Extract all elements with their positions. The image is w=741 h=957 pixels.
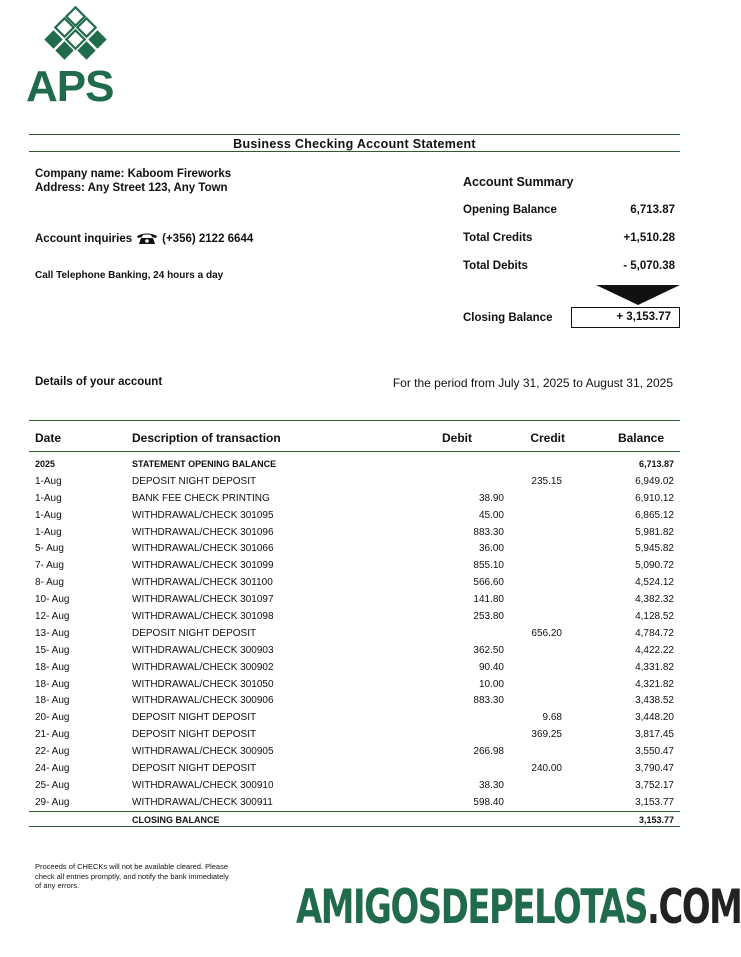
closing-balance-value: + 3,153.77 [571, 307, 680, 328]
cell-balance: 6,949.02 [635, 475, 674, 487]
cell-description: WITHDRAWAL/CHECK 301100 [132, 577, 273, 589]
cell-debit: 598.40 [473, 796, 504, 808]
table-row [29, 676, 680, 693]
total-debits-value: - 5,070.38 [623, 260, 675, 272]
cell-description: CLOSING BALANCE [132, 814, 220, 825]
cell-description: WITHDRAWAL/CHECK 300902 [132, 661, 274, 673]
watermark-main: AMIGOSDEPELOTAS [296, 880, 648, 935]
statement-period: For the period from July 31, 2025 to August 31, 2025 [392, 376, 673, 390]
cell-debit: 10.00 [478, 678, 504, 690]
cell-description: WITHDRAWAL/CHECK 300903 [132, 644, 274, 656]
table-row [29, 473, 680, 490]
cell-balance: 3,817.45 [635, 729, 674, 741]
cell-description: WITHDRAWAL/CHECK 300905 [132, 746, 274, 758]
total-credits-value: +1,510.28 [623, 232, 675, 244]
table-row [29, 642, 680, 659]
cell-description: DEPOSIT NIGHT DEPOSIT [132, 712, 257, 724]
cell-date: 1-Aug [35, 475, 62, 487]
table-row [29, 777, 680, 794]
statement-title: Business Checking Account Statement [233, 137, 476, 151]
cell-date: 2025 [35, 459, 56, 469]
cell-date: 20- Aug [35, 712, 70, 724]
cell-description: WITHDRAWAL/CHECK 301099 [132, 560, 274, 572]
cell-balance: 3,438.52 [635, 695, 674, 707]
closing-balance-table-row [29, 811, 680, 827]
cell-description: BANK FEE CHECK PRINTING [132, 492, 270, 504]
transactions-table [29, 420, 680, 827]
table-row [29, 574, 680, 591]
table-row [29, 743, 680, 760]
cell-date: 22- Aug [35, 746, 70, 758]
cell-balance: 3,153.77 [635, 796, 674, 808]
cell-date: 18- Aug [35, 695, 70, 707]
table-row [29, 524, 680, 541]
table-row [29, 625, 680, 642]
table-header [29, 420, 680, 452]
cell-debit: 855.10 [473, 560, 504, 572]
cell-date: 1-Aug [35, 492, 62, 504]
cell-debit: 253.80 [473, 611, 504, 623]
arrow-down-icon [596, 285, 680, 305]
cell-balance: 4,784.72 [635, 627, 674, 639]
table-row [29, 540, 680, 557]
total-debits-row [463, 260, 675, 272]
footer-note: Proceeds of CHECKs will not be available cleared. Please check all entries promptly, and notify the bank immediately of any errors. [35, 862, 229, 890]
cell-balance: 3,448.20 [635, 712, 674, 724]
table-row [29, 692, 680, 709]
cell-description: WITHDRAWAL/CHECK 300911 [132, 796, 273, 808]
table-row [29, 557, 680, 574]
cell-date: 29- Aug [35, 796, 70, 808]
cell-debit: 36.00 [478, 543, 504, 555]
cell-description: WITHDRAWAL/CHECK 300906 [132, 695, 274, 707]
opening-balance-value: 6,713.87 [630, 204, 675, 216]
cell-date: 24- Aug [35, 763, 70, 775]
cell-date: 10- Aug [35, 594, 70, 606]
cell-description: WITHDRAWAL/CHECK 301096 [132, 526, 274, 538]
bank-logo [26, 6, 131, 111]
inquiries-phone: (+356) 2122 6644 [162, 232, 254, 245]
cell-date: 5- Aug [35, 543, 64, 555]
cell-balance: 4,382.32 [635, 594, 674, 606]
cell-debit: 90.40 [478, 661, 504, 673]
inquiries-label: Account inquiries [35, 232, 133, 245]
watermark [296, 880, 741, 935]
account-summary-title: Account Summary [463, 175, 574, 189]
cell-date: 18- Aug [35, 678, 70, 690]
header-balance: Balance [617, 431, 664, 445]
cell-description: DEPOSIT NIGHT DEPOSIT [132, 627, 257, 639]
cell-debit: 883.30 [473, 695, 504, 707]
cell-description: WITHDRAWAL/CHECK 301098 [132, 611, 274, 623]
cell-balance: 4,331.82 [635, 661, 674, 673]
cell-debit: 266.98 [473, 746, 504, 758]
table-row [29, 591, 680, 608]
cell-credit: 656.20 [531, 627, 562, 639]
cell-date: 13- Aug [35, 627, 70, 639]
header-description: Description of transaction [132, 431, 281, 445]
cell-debit: 141.80 [473, 594, 504, 606]
total-debits-label: Total Debits [463, 260, 528, 272]
cell-debit: 45.00 [478, 509, 504, 521]
table-row [29, 709, 680, 726]
cell-description: STATEMENT OPENING BALANCE [132, 459, 277, 469]
watermark-tld: .COM [647, 880, 741, 935]
cell-description: WITHDRAWAL/CHECK 301066 [132, 543, 274, 555]
cell-description: DEPOSIT NIGHT DEPOSIT [132, 763, 257, 775]
cell-balance: 3,550.47 [635, 746, 674, 758]
cell-credit: 240.00 [531, 763, 562, 775]
cell-balance: 5,945.82 [635, 543, 674, 555]
cell-description: WITHDRAWAL/CHECK 301095 [132, 509, 274, 521]
cell-description: WITHDRAWAL/CHECK 301097 [132, 594, 274, 606]
cell-date: 25- Aug [35, 779, 70, 791]
closing-balance-label: Closing Balance [463, 312, 553, 324]
cell-debit: 38.30 [478, 779, 504, 791]
cell-debit: 566.60 [473, 577, 504, 589]
cell-date: 18- Aug [35, 661, 70, 673]
opening-balance-row [463, 204, 675, 216]
cell-balance: 5,090.72 [635, 560, 674, 572]
cell-debit: 362.50 [473, 644, 504, 656]
cell-date: 15- Aug [35, 644, 70, 656]
cell-date: 8- Aug [35, 577, 64, 589]
cell-date: 12- Aug [35, 611, 70, 623]
opening-balance-table-row [29, 456, 680, 473]
cell-balance: 6,865.12 [635, 509, 674, 521]
cell-balance: 4,321.82 [635, 678, 674, 690]
header-date: Date [35, 431, 62, 445]
cell-balance: 6,910.12 [635, 492, 674, 504]
cell-description: DEPOSIT NIGHT DEPOSIT [132, 729, 257, 741]
total-credits-row [463, 232, 675, 244]
header-credit: Credit [530, 431, 565, 445]
details-heading: Details of your account [35, 376, 163, 388]
header-debit: Debit [442, 431, 472, 445]
table-row [29, 760, 680, 777]
cell-balance: 6,713.87 [638, 459, 674, 469]
company-name: Company name: Kaboom Fireworks [35, 168, 232, 180]
logo-diamonds-icon [36, 6, 116, 66]
total-credits-label: Total Credits [463, 232, 533, 244]
table-row [29, 794, 680, 811]
cell-balance: 4,524.12 [635, 577, 674, 589]
cell-description: DEPOSIT NIGHT DEPOSIT [132, 475, 257, 487]
cell-description: WITHDRAWAL/CHECK 301050 [132, 678, 274, 690]
cell-balance: 5,981.82 [635, 526, 674, 538]
cell-credit: 235.15 [531, 475, 562, 487]
transaction-rows [29, 473, 680, 811]
cell-date: 1-Aug [35, 509, 62, 521]
cell-date: 7- Aug [35, 560, 64, 572]
cell-balance: 3,752.17 [635, 779, 674, 791]
company-address: Address: Any Street 123, Any Town [35, 182, 228, 194]
divider [29, 151, 680, 152]
cell-balance: 4,422.22 [635, 644, 674, 656]
cell-date: 1-Aug [35, 526, 62, 538]
cell-debit: 883.30 [473, 526, 504, 538]
cell-debit: 38.90 [478, 492, 504, 504]
table-row [29, 608, 680, 625]
telephone-banking-note: Call Telephone Banking, 24 hours a day [35, 270, 224, 281]
cell-description: WITHDRAWAL/CHECK 300910 [132, 779, 274, 791]
table-row [29, 659, 680, 676]
opening-balance-label: Opening Balance [463, 204, 557, 216]
divider [29, 134, 680, 135]
company-info [35, 167, 231, 195]
telephone-icon [136, 232, 158, 245]
cell-balance: 3,153.77 [638, 814, 674, 825]
cell-balance: 3,790.47 [635, 763, 674, 775]
cell-credit: 9.68 [542, 712, 562, 724]
table-row [29, 726, 680, 743]
cell-credit: 369.25 [531, 729, 562, 741]
table-row [29, 507, 680, 524]
logo-text: APS [26, 62, 114, 111]
cell-balance: 4,128.52 [635, 611, 674, 623]
table-row [29, 490, 680, 507]
account-inquiries [35, 232, 253, 245]
cell-date: 21- Aug [35, 729, 70, 741]
